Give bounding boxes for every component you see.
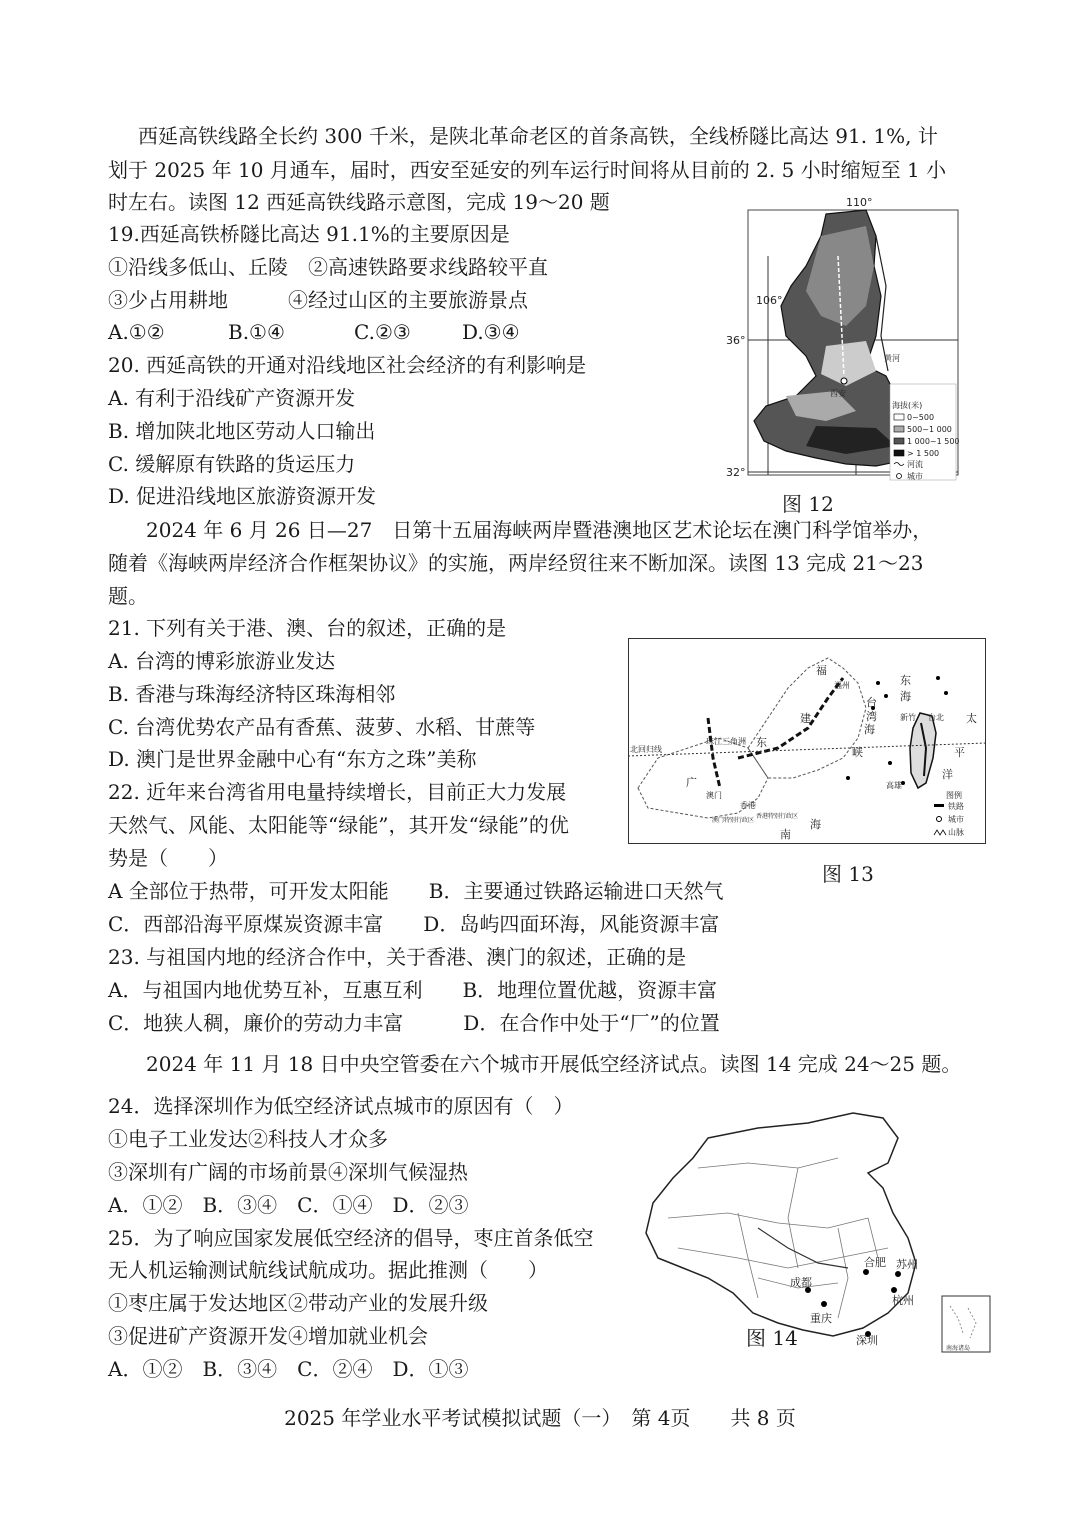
page-footer: 2025 年学业水平考试模拟试题（一） 第 4页 共 8 页 [284, 1406, 796, 1430]
fig13-city-0: 福州 [834, 681, 850, 690]
q19-choice-d: D.③④ [462, 320, 520, 344]
q19-options-12: ①沿线多低山、丘陵 ②高速铁路要求线路较平直 [108, 255, 548, 279]
fig13-label-12: 洋 [942, 768, 953, 781]
q20-option-a: A. 有利于沿线矿产资源开发 [108, 386, 356, 410]
q25-choices: A．①② B．③④ C．②④ D．①③ [108, 1357, 469, 1381]
fig13-legend-title: 图例 [946, 791, 962, 800]
figure-14-caption: 图 14 [746, 1326, 798, 1350]
fig12-legend-1: 500~1 000 [907, 425, 952, 434]
fig13-city-4: 香港 [740, 801, 756, 810]
fig13-sar-hk: 香港特别行政区 [756, 813, 799, 820]
fig12-legend-title: 海拔(米) [892, 401, 923, 410]
q20-option-c: C. 缓解原有铁路的货运压力 [108, 452, 356, 476]
fig13-label-10: 太 [966, 712, 977, 725]
q22-options-cd: C．西部沿海平原煤炭资源丰富 D．岛屿四面环海，风能资源丰富 [108, 912, 720, 936]
fig12-legend-4: 河流 [907, 460, 923, 469]
q23-stem: 23. 与祖国内地的经济合作中，关于香港、澳门的叙述，正确的是 [108, 945, 687, 969]
fig14-city-0: 合肥 [864, 1256, 886, 1269]
q19-stem: 19.西延高铁桥隧比高达 91.1%的主要原因是 [108, 222, 510, 246]
passage1-line3: 时左右。读图 12 西延高铁线路示意图，完成 19～20 题 [108, 190, 610, 214]
fig13-sar-mo: 澳门特别行政区 [712, 817, 755, 824]
q21-option-b: B. 香港与珠海经济特区珠海相邻 [108, 682, 396, 706]
q21-option-d: D. 澳门是世界金融中心有“东方之珠”美称 [108, 747, 477, 771]
q20-stem: 20. 西延高铁的开通对沿线地区社会经济的有利影响是 [108, 353, 587, 377]
fig13-city-1: 台北 [928, 713, 944, 722]
figure-12-caption: 图 12 [782, 492, 834, 516]
fig13-city-5: 澳门 [706, 791, 722, 800]
passage2-line3: 题。 [108, 584, 148, 608]
fig13-city-3: 高雄 [886, 781, 902, 790]
fig14-city-4: 杭州 [892, 1294, 914, 1307]
fig13-tropic: 北回归线 [630, 745, 662, 754]
q19-choice-a: A.①② [108, 320, 165, 344]
fig13-legend-2: 山脉 [948, 828, 964, 837]
fig12-lat-36: 36° [726, 334, 746, 347]
fig13-city-2: 新竹 [900, 713, 916, 722]
q22-stem-line2: 天然气、风能、太阳能等“绿能”，其开发“绿能”的优 [108, 813, 569, 837]
fig12-lon-110: 110° [846, 196, 873, 209]
q19-choice-c: C.②③ [354, 320, 411, 344]
figure-13-caption: 图 13 [822, 862, 874, 886]
q19-choice-b: B.①④ [228, 320, 285, 344]
q25-stem-line2: 无人机运输测试航线试航成功。据此推测（ ） [108, 1258, 548, 1282]
q24-options-34: ③深圳有广阔的市场前景④深圳气候湿热 [108, 1160, 468, 1184]
q24-choices: A．①② B．③④ C．①④ D．②③ [108, 1193, 469, 1217]
q21-stem: 21. 下列有关于港、澳、台的叙述，正确的是 [108, 616, 507, 640]
passage2-line2: 随着《海峡两岸经济合作框架协议》的实施，两岸经贸往来不断加深。读图 13 完成 21～23 [108, 551, 924, 575]
fig13-label-5: 峡 [852, 746, 863, 759]
q23-options-ab: A．与祖国内地优势互补，互惠互利 B．地理位置优越，资源丰富 [108, 978, 718, 1002]
fig13-label-9: 海 [900, 690, 911, 703]
q19-options-34: ③少占用耕地 ④经过山区的主要旅游景点 [108, 288, 528, 312]
fig13-legend-1: 城市 [948, 815, 964, 824]
q24-stem: 24．选择深圳作为低空经济试点城市的原因有（ ） [108, 1094, 574, 1118]
q20-option-d: D. 促进沿线地区旅游资源开发 [108, 484, 377, 508]
fig12-city-label: 西安 [830, 389, 846, 398]
q25-stem-line1: 25．为了响应国家发展低空经济的倡导，枣庄首条低空 [108, 1226, 594, 1250]
fig13-label-0: 福 [816, 664, 827, 677]
passage2-line1: 2024 年 6 月 26 日—27 日第十五届海峡两岸暨港澳地区艺术论坛在澳门科学馆举办， [146, 518, 933, 542]
fig13-label-14: 海 [810, 818, 821, 831]
q20-option-b: B. 增加陕北地区劳动人口输出 [108, 419, 376, 443]
fig13-label-4: 海 [864, 723, 875, 736]
q21-option-c: C. 台湾优势农产品有香蕉、菠萝、水稻、甘蔗等 [108, 715, 536, 739]
fig13-label-11: 平 [954, 746, 965, 759]
fig14-city-5: 深圳 [856, 1334, 878, 1347]
fig13-label-13: 南 [780, 828, 791, 841]
fig14-city-1: 苏州 [896, 1258, 918, 1271]
q22-options-ab: A 全部位于热带，可开发太阳能 B．主要通过铁路运输进口天然气 [108, 879, 724, 903]
q22-stem-line1: 22. 近年来台湾省用电量持续增长，目前正大力发展 [108, 780, 567, 804]
figure-13-map [628, 638, 986, 844]
q22-stem-line3: 势是（ ） [108, 846, 228, 870]
fig12-legend-0: 0~500 [907, 413, 935, 422]
fig14-inset-label: 南海诸岛 [946, 1345, 971, 1352]
fig13-label-8: 东 [900, 674, 911, 687]
fig13-label-6: 台 [866, 696, 877, 709]
q24-options-12: ①电子工业发达②科技人才众多 [108, 1127, 388, 1151]
fig12-legend-2: 1 000~1 500 [907, 437, 960, 446]
passage1-line2: 划于 2025 年 10 月通车，届时，西安至延安的列车运行时间将从目前的 2. 5 小时缩短至 1 小 [108, 158, 947, 182]
fig13-label-3: 广 [686, 776, 697, 789]
fig13-label-2: 东 [756, 736, 767, 749]
fig12-lon-106: 106° [756, 294, 783, 307]
fig12-river-label: 黄河 [884, 354, 900, 363]
fig13-label-1: 建 [800, 712, 811, 725]
figure-14-map [638, 1108, 994, 1356]
figure-12-map [726, 196, 982, 486]
fig14-city-2: 成都 [790, 1276, 812, 1289]
fig12-lat-32: 32° [726, 466, 746, 479]
q23-options-cd: C．地狭人稠，廉价的劳动力丰富 D．在合作中处于“厂”的位置 [108, 1011, 720, 1035]
fig13-label-7: 湾 [866, 710, 877, 723]
fig14-city-3: 重庆 [810, 1312, 832, 1325]
fig12-legend-3: > 1 500 [907, 449, 940, 458]
q25-options-12: ①枣庄属于发达地区②带动产业的发展升级 [108, 1291, 488, 1315]
q21-option-a: A. 台湾的博彩旅游业发达 [108, 649, 336, 673]
fig13-city-6: 珠江三角洲 [706, 737, 746, 746]
fig13-legend-0: 铁路 [948, 802, 964, 811]
passage3-line1: 2024 年 11 月 18 日中央空管委在六个城市开展低空经济试点。读图 14 完成 24～25 题。 [146, 1052, 962, 1076]
fig12-legend-5: 城市 [907, 472, 923, 481]
passage1-line1: 西延高铁线路全长约 300 千米，是陕北革命老区的首条高铁，全线桥隧比高达 91. 1%, 计 [138, 124, 938, 148]
q25-options-34: ③促进矿产资源开发④增加就业机会 [108, 1324, 428, 1348]
